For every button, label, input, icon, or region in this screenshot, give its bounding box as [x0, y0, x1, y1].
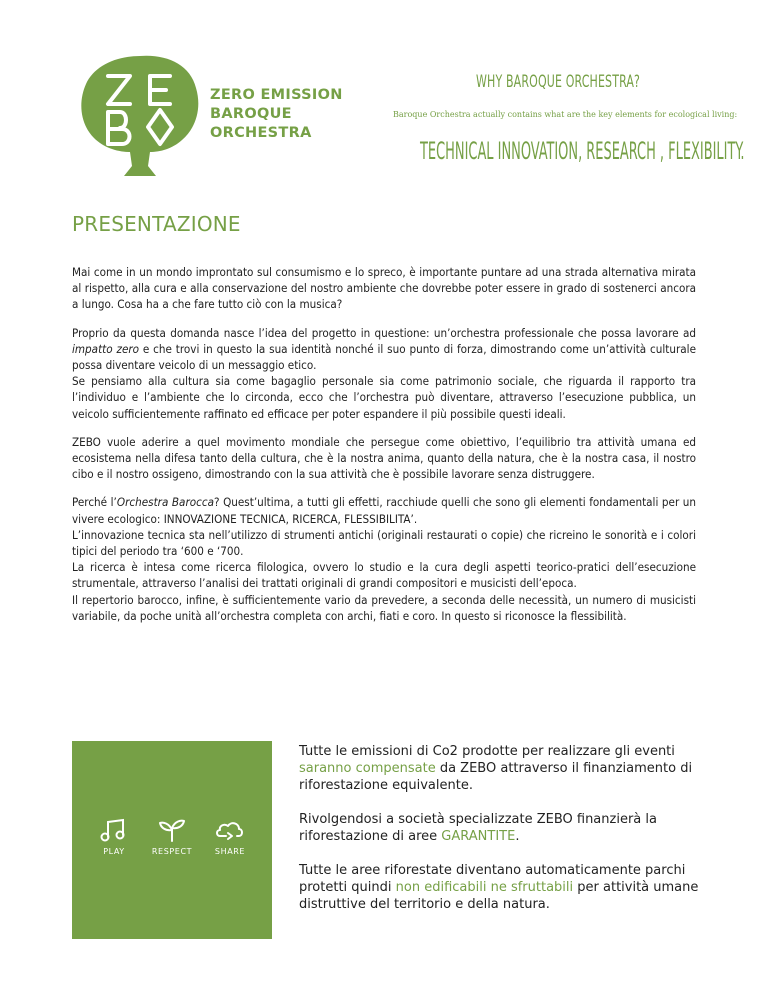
commitment-3	[299, 862, 699, 913]
paragraph-8: Il repertorio barocco, infine, è sufficientemente vario da prevedere, a seconda delle necessità, un numero di musicisti variabile, da poche unità all’orchestra completa con archi, fiati e coro. In questo si riconosce la flessibilità.	[72, 592, 696, 623]
commitment-2-text-a: Rivolgendosi a società specializzate ZEBO finanzierà la riforestazione di aree	[299, 812, 657, 844]
paragraph-7: La ricerca è intesa come ricerca filologica, ovvero lo studio e la cura degli aspetti teorico-pratici dell’esecuzione strumentale, attraverso l’analisi dei trattati originali di grandi compositori e musicisti dell’epoca.	[72, 560, 696, 591]
commitment-1-text-b: da ZEBO attraverso il finanziamento di riforestazione equivalente.	[299, 761, 693, 793]
logo-letter-e: E	[160, 97, 161, 98]
paragraph-1: Mai come in un mondo improntato sul consumismo e lo spreco, è importante puntare ad una strada alternativa mirata al rispetto, alla cura e alla conservazione del nostro ambiente che dovrebbe poter essere in grado di sostenerci ancora a lungo. Cosa ha a che fare tutto ciò con la musica?	[72, 265, 696, 312]
why-question: WHY BAROQUE ORCHESTRA?	[476, 72, 641, 92]
cloud-share-icon	[215, 817, 245, 843]
keywords-heading: TECHNICAL INNOVATION, RESEARCH , FLEXIBILITY.	[420, 137, 745, 165]
logo-letter-b: B	[119, 136, 120, 137]
share-label: SHARE	[214, 847, 246, 856]
paragraph-2-text-b: e che trovi in questo la sua identità nonché il suo punto di forza, dimostrando come un’attività culturale possa diventare veicolo di un messaggio etico.	[72, 341, 696, 373]
paragraph-5-emphasis: Orchestra Barocca	[116, 495, 214, 510]
section-title: PRESENTAZIONE	[72, 212, 241, 236]
logo-letter-z: Z	[119, 97, 120, 98]
logo-letter-o: O	[160, 136, 161, 137]
presentation-body	[72, 264, 696, 624]
brand-name	[210, 86, 343, 143]
values-box	[72, 741, 272, 939]
paragraph-5-text-b: ? Quest’ultima, a tutti gli effetti, racchiude quelli che sono gli elementi fondamentali per un vivere ecologico: INNOVAZIONE TECNICA, RICERCA, FLESSIBILITA’.	[72, 495, 697, 526]
commitment-1	[299, 743, 699, 794]
paragraph-2-emphasis: impatto zero	[72, 341, 140, 356]
commitment-1-text-a: Tutte le emissioni di Co2 prodotte per realizzare gli eventi	[299, 744, 675, 759]
share-group	[200, 817, 260, 856]
respect-label: RESPECT	[151, 847, 193, 856]
paragraph-2	[72, 325, 696, 374]
commitment-2	[299, 811, 699, 845]
play-label: PLAY	[103, 847, 125, 856]
commitment-2-text-b: .	[515, 829, 520, 844]
paragraph-3: Se pensiamo alla cultura sia come bagaglio personale sia come patrimonio sociale, che riguarda il rapporto tra l’individuo e l’ambiente che lo circonda, ecco che l’orchestra può diventare, attraverso l’esecuzione pubblica, un veicolo sufficientemente raffinato ed efficace per poter espandere il più possibile questi ideali.	[72, 374, 696, 421]
commitment-2-highlight: GARANTITE	[441, 829, 516, 844]
music-note-icon	[99, 817, 129, 843]
commitments-column	[299, 743, 699, 930]
commitment-3-highlight: non edificabili ne sfruttabili	[395, 880, 574, 895]
paragraph-6: L’innovazione tecnica sta nell’utilizzo di strumenti antichi (originali restaurati o copie) che ricreino le sonorità e i colori tipici del periodo tra ‘600 e ‘700.	[72, 527, 696, 559]
sprout-icon	[157, 817, 187, 843]
why-subtitle: Baroque Orchestra actually contains what are the key elements for ecological living:	[393, 110, 738, 119]
commitment-3-text-b: per attività umane distruttive del territorio e della natura.	[299, 880, 699, 912]
zebo-tree-logo	[78, 52, 202, 180]
paragraph-5-text-a: Perché l’	[72, 495, 117, 510]
commitment-3-text-a: Tutte le aree riforestate diventano automaticamente parchi protetti quindi	[299, 863, 686, 895]
respect-group	[142, 817, 202, 856]
brand-line-3: ORCHESTRA	[210, 125, 312, 141]
brand-line-1: ZERO EMISSION	[210, 87, 343, 103]
play-group	[84, 817, 144, 856]
commitment-1-highlight: saranno compensate	[299, 761, 436, 776]
paragraph-5	[72, 494, 696, 526]
brand-line-2: BAROQUE	[210, 106, 292, 122]
paragraph-4: ZEBO vuole aderire a quel movimento mondiale che persegue come obiettivo, l’equilibrio tra attività umana ed ecosistema nella difesa tanto della cultura, che è la nostra anima, quanto della natura, che è la nostra casa, il nostro cibo e il nostro ossigeno, dimostrando con la sua attività che è possibile lavorare senza distruggere.	[72, 434, 696, 482]
paragraph-2-text-a: Proprio da questa domanda nasce l’idea del progetto in questione: un’orchestra professionale che possa lavorare ad	[72, 325, 696, 340]
